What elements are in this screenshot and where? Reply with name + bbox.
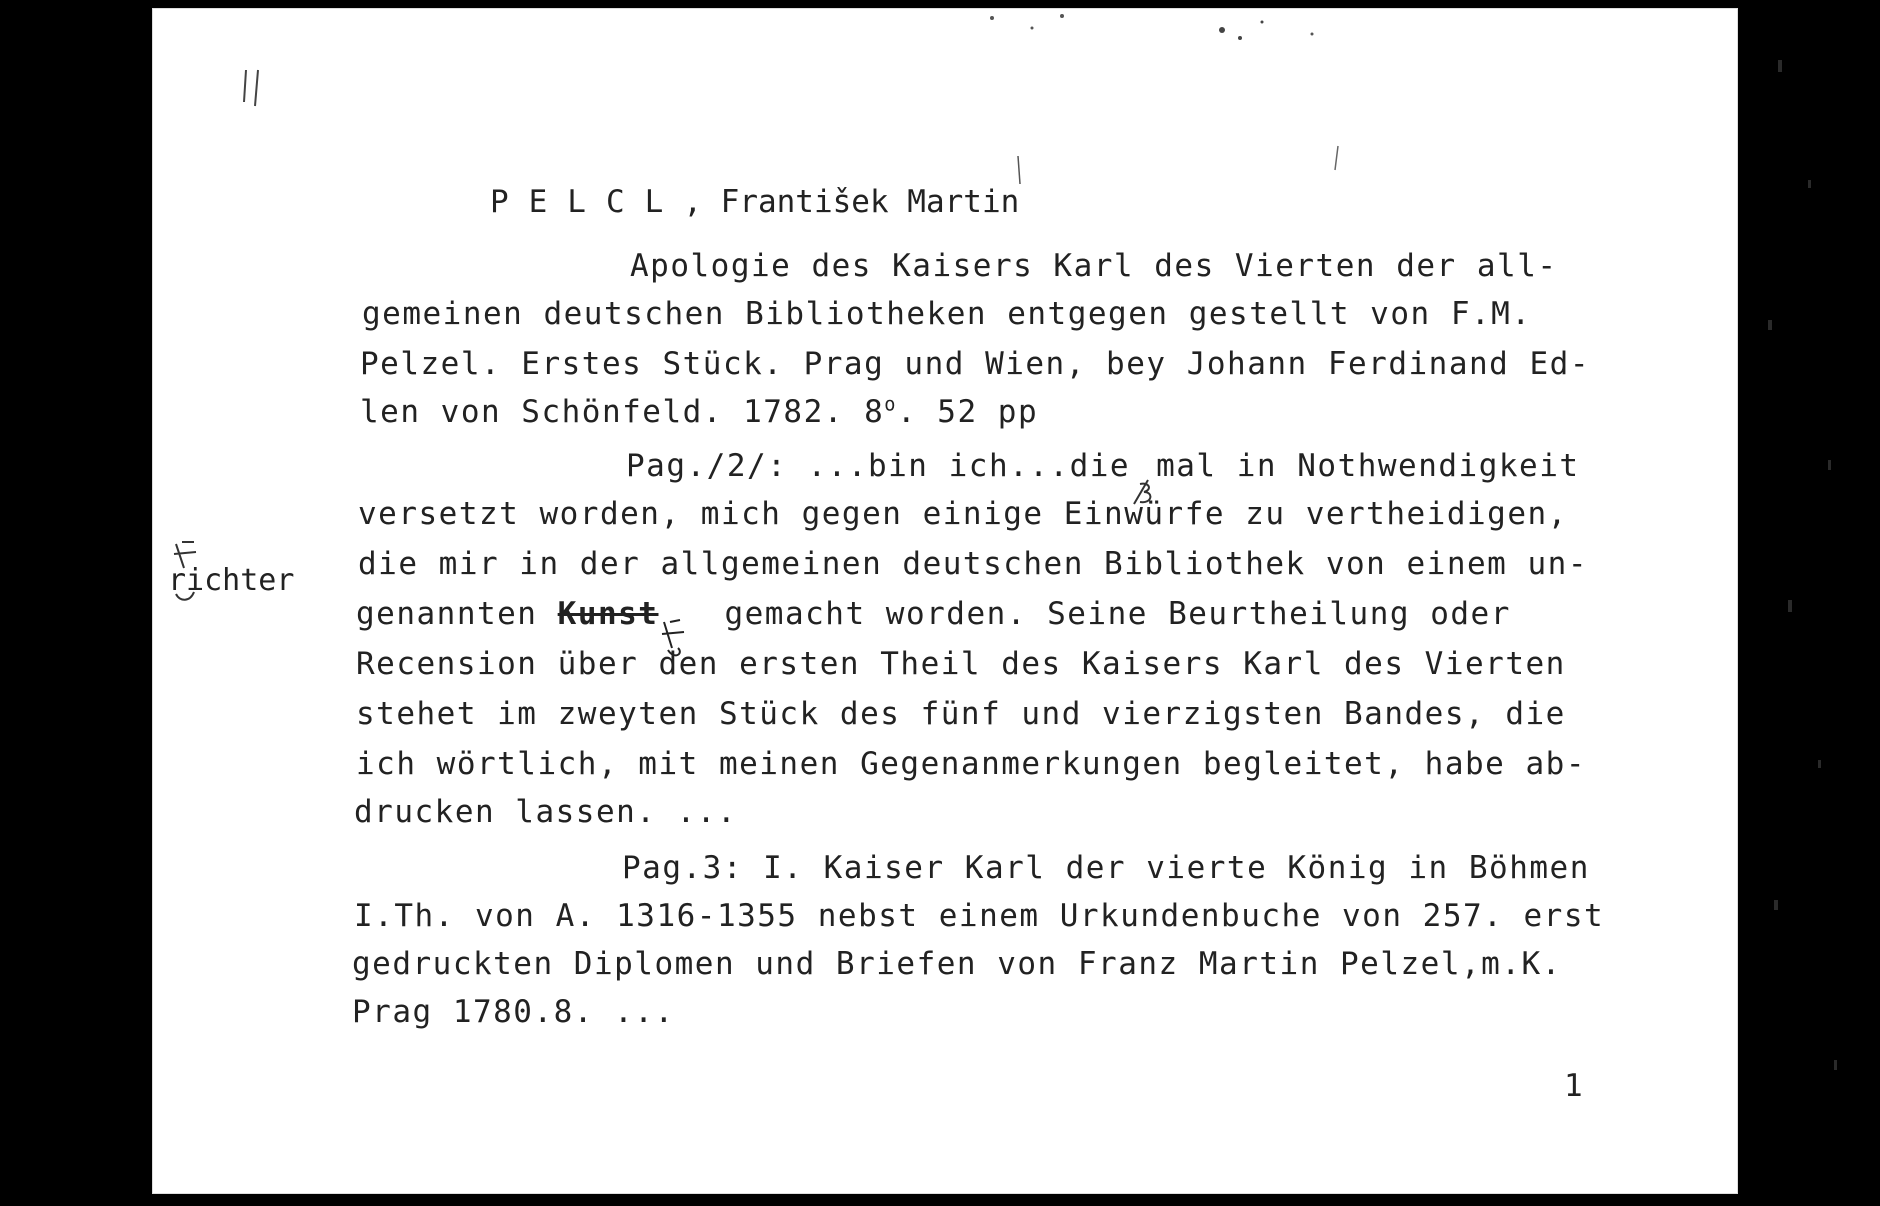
text-line: die mir in der allgemeinen deutschen Bibliothek von einem un- (358, 546, 1588, 582)
text-line: Recension über den ersten Theil des Kaisers Karl des Vierten (356, 646, 1566, 682)
text-line: Pelzel. Erstes Stück. Prag und Wien, bey Johann Ferdinand Ed- (360, 346, 1590, 382)
text-line: gemeinen deutschen Bibliotheken entgegen gestellt von F.M. (362, 296, 1532, 332)
page-number: 1 (1564, 1068, 1583, 1104)
text-fragment: Pag./2/: ...bin ich...die (626, 448, 1131, 484)
pencil-mark (1014, 154, 1024, 188)
text-fragment: gemacht worden. Seine Beurtheilung oder (724, 596, 1511, 632)
text-line: versetzt worden, mich gegen einige Einwürfe zu vertheidigen, (358, 496, 1568, 532)
text-fragment: . 52 pp (896, 394, 1039, 430)
text-line: Apologie des Kaisers Karl des Vierten der all- (630, 248, 1558, 284)
author-surname: PELCL (489, 184, 684, 220)
index-card (152, 8, 1738, 1194)
text-fragment: len von Schönfeld. 1782. 8 (360, 394, 885, 430)
margin-note: richter (168, 563, 295, 598)
card-heading (378, 148, 1019, 256)
format-superscript: o (884, 394, 897, 416)
text-line: ich wörtlich, mit meinen Gegenanmerkungen begleitet, habe ab- (356, 746, 1586, 782)
text-fragment: genannten (356, 596, 538, 632)
scan-specks (972, 8, 1372, 58)
text-line (356, 596, 1511, 632)
author-given-names: František Martin (720, 184, 1020, 220)
heading-separator: , (683, 184, 702, 220)
text-fragment: mal in Nothwendigkeit (1156, 448, 1580, 484)
text-line: Pag.3: I. Kaiser Karl der vierte König in Böhmen (622, 850, 1590, 886)
pencil-mark (1332, 144, 1342, 174)
scan-edge-noise (1738, 0, 1880, 1206)
text-line: gedruckten Diplomen und Briefen von Franz Martin Pelzel,m.K. (352, 946, 1562, 982)
text-line: I.Th. von A. 1316-1355 nebst einem Urkundenbuche von 257. erst (354, 898, 1605, 934)
text-line (626, 448, 1580, 484)
handwritten-tick-marks (240, 66, 270, 110)
text-line: drucken lassen. ... (354, 794, 738, 830)
struck-word: Kunst (557, 596, 659, 632)
text-line: stehet im zweyten Stück des fünf und vierzigsten Bandes, die (356, 696, 1566, 732)
text-line (360, 394, 1038, 430)
text-line: Prag 1780.8. ... (352, 994, 675, 1030)
